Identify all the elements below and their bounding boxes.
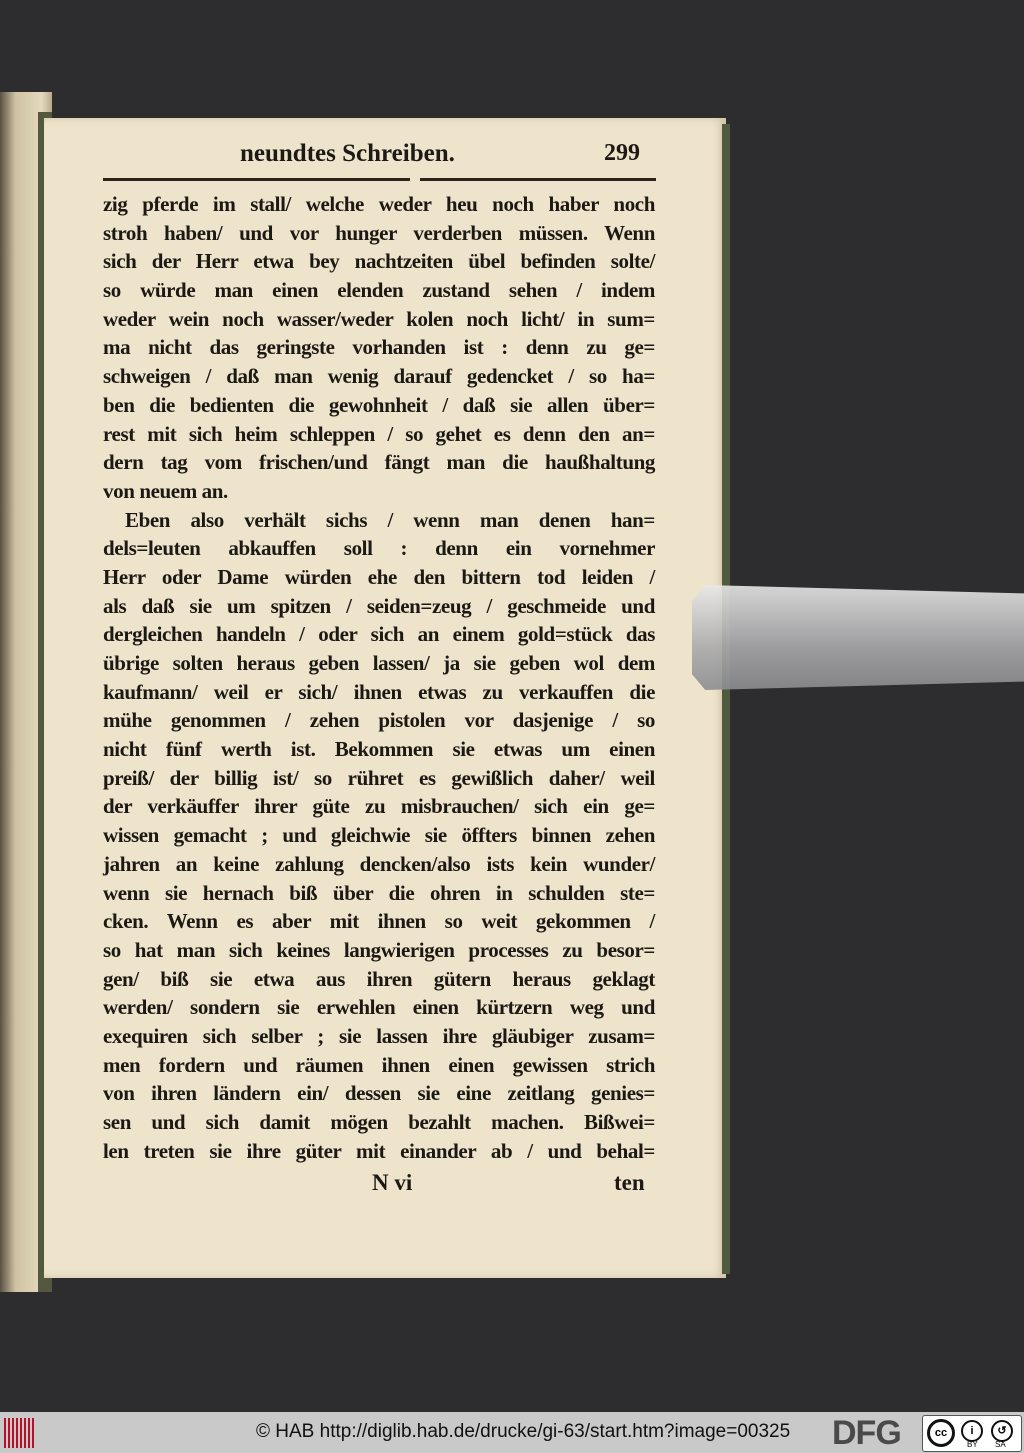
text-line: ben die bedienten die gewohnheit / daß sie allen über=: [103, 392, 655, 417]
head-rule: [420, 178, 656, 181]
text-line: rest mit sich heim schleppen / so gehet es denn den an=: [103, 421, 655, 446]
text-line: werden/ sondern sie erwehlen einen kürtzern weg und: [103, 995, 655, 1020]
text-line: von ihren ländern ein/ dessen sie eine zeitlang genies=: [103, 1081, 655, 1106]
body-text: [103, 190, 655, 1165]
text-line: Eben also verhält sichs / wenn man denen han=: [125, 507, 655, 532]
text-line: dergleichen handeln / oder sich an einem gold=stück das: [103, 622, 655, 647]
text-line: schweigen / daß man wenig darauf gedencket / so ha=: [103, 364, 655, 389]
by-label: BY: [967, 1440, 978, 1449]
text-line: von neuem an.: [103, 478, 228, 503]
text-line: gen/ biß sie etwa aus ihren gütern heraus geklagt: [103, 966, 655, 991]
text-line: als daß sie um spitzen / seiden=zeug / geschmeide und: [103, 593, 655, 618]
text-line: cken. Wenn es aber mit ihnen so weit gekommen /: [103, 909, 655, 934]
text-line: men fordern und räumen ihnen einen gewissen strich: [103, 1052, 655, 1077]
catchword: ten: [614, 1170, 645, 1195]
head-rule: [300, 178, 410, 181]
text-line: nicht fünf werth ist. Bekommen sie etwas um einen: [103, 737, 655, 762]
text-line: dels=leuten abkauffen soll : denn ein vornehmer: [103, 536, 655, 561]
text-line: weder wein noch wasser/weder kolen noch licht/ in sum=: [103, 306, 655, 331]
page-number: 299: [604, 140, 640, 166]
text-line: so würde man einen elenden zustand sehen / indem: [103, 278, 655, 303]
footer-bar: [0, 1412, 1024, 1453]
text-line: preiß/ der billig ist/ so rühret es gewißlich daher/ weil: [103, 765, 655, 790]
text-line: so hat man sich keines langwierigen processes zu besor=: [103, 937, 655, 962]
text-line: exequiren sich selber ; sie lassen ihre gläubiger zusam=: [103, 1023, 655, 1048]
dfg-logo: DFG: [832, 1414, 901, 1452]
sa-icon: ↺: [991, 1420, 1013, 1442]
text-line: Herr oder Dame würden ehe den bittern tod leiden /: [103, 564, 655, 589]
text-line: der verkäuffer ihrer güte zu misbrauchen/ sich ein ge=: [103, 794, 655, 819]
text-line: wenn sie hernach biß über die ohren in schulden ste=: [103, 880, 655, 905]
by-icon: i: [961, 1420, 983, 1442]
text-line: len treten sie ihre güter mit einander ab / und behal=: [103, 1138, 655, 1163]
hab-logo: [4, 1418, 34, 1448]
signature-mark: N vi: [372, 1170, 413, 1195]
cc-license-badge[interactable]: [922, 1415, 1022, 1452]
page-edge: [722, 124, 730, 1274]
text-line: jahren an keine zahlung dencken/also ists kein wunder/: [103, 851, 655, 876]
text-line: wissen gemacht ; und gleichwie sie öffters binnen zehen: [103, 823, 655, 848]
text-line: dern tag vom frischen/und fängt man die haußhaltung: [103, 450, 655, 475]
text-line: zig pferde im stall/ welche weder heu noch haber noch: [103, 192, 655, 216]
cc-icon: cc: [927, 1419, 955, 1447]
text-line: kaufmann/ weil er sich/ ihnen etwas zu verkauffen die: [103, 679, 655, 704]
running-head: neundtes Schreiben.: [240, 140, 455, 167]
page-holder-clip: [692, 585, 1024, 690]
text-line: sich der Herr etwa bey nachtzeiten übel befinden solte/: [103, 249, 655, 274]
text-line: stroh haben/ und vor hunger verderben müssen. Wenn: [103, 220, 655, 245]
text-line: mühe genommen / zehen pistolen vor dasjenige / so: [103, 708, 655, 733]
credit-link[interactable]: © HAB http://diglib.hab.de/drucke/gi-63/start.htm?image=00325: [256, 1421, 791, 1442]
text-line: übrige solten heraus geben lassen/ ja sie geben wol dem: [103, 651, 655, 675]
head-rule: [103, 178, 303, 181]
text-line: ma nicht das geringste vorhanden ist : denn zu ge=: [103, 335, 655, 360]
sa-label: SA: [995, 1440, 1006, 1449]
text-line: sen und sich damit mögen bezahlt machen. Bißwei=: [103, 1110, 655, 1134]
